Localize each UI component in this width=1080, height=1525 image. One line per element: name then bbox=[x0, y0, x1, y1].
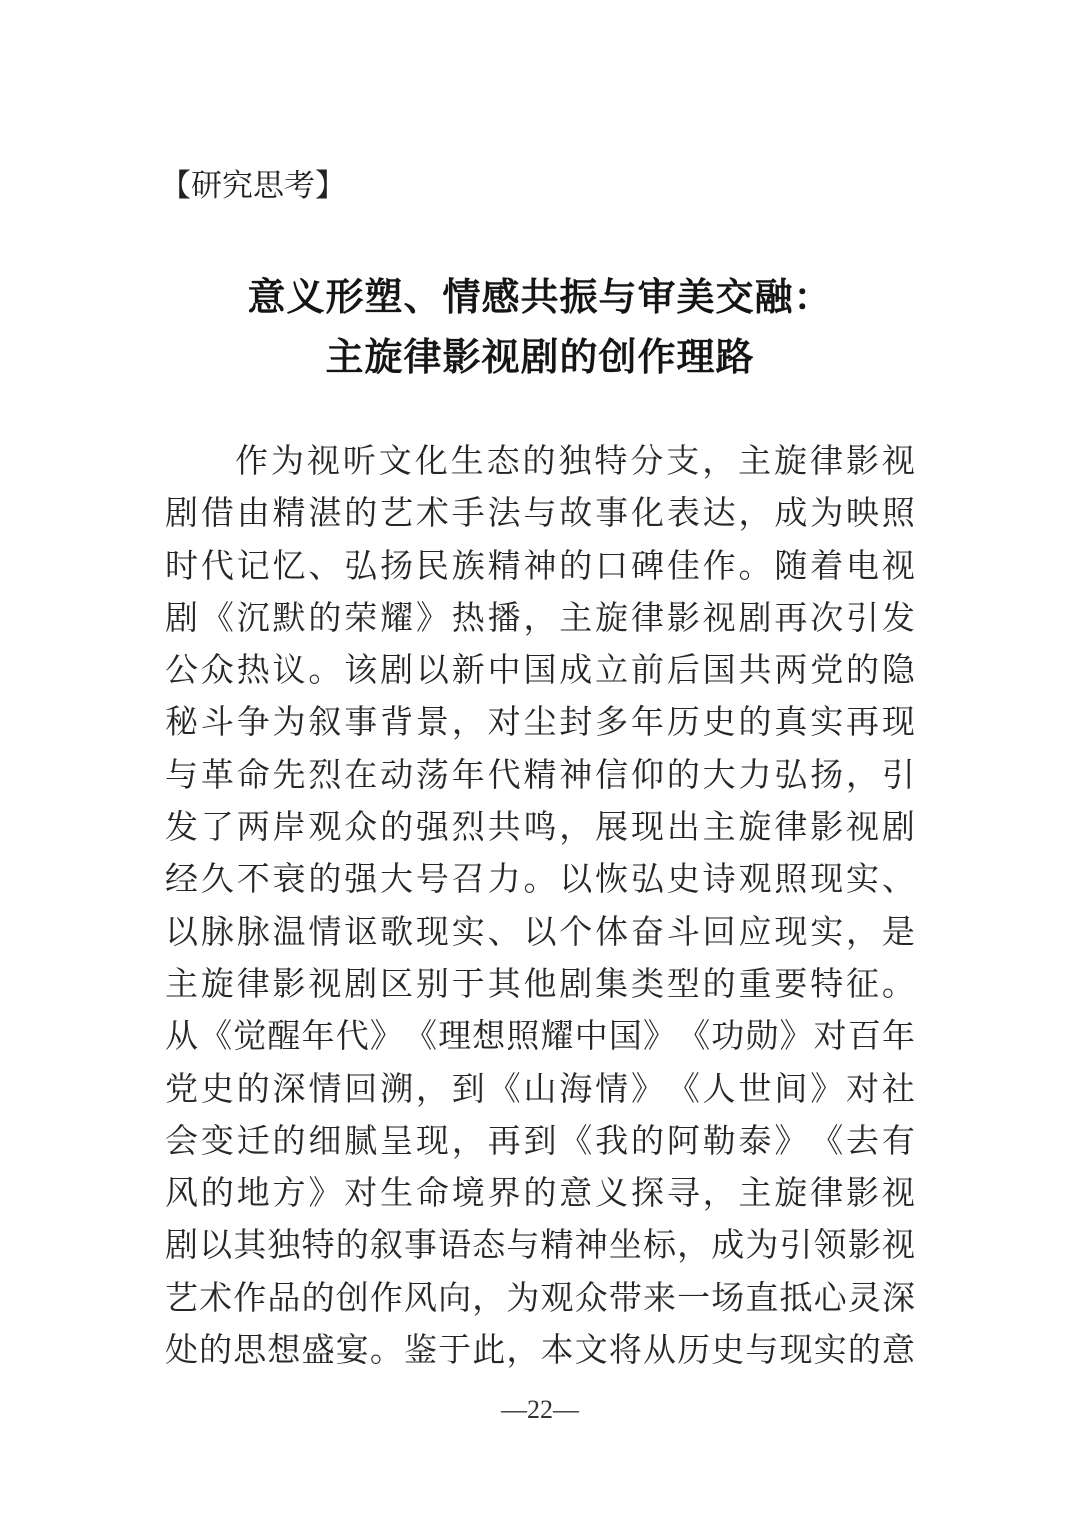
article-body bbox=[165, 435, 915, 1376]
body-line: 发 了 两 岸 观 众 的 强 烈 共 鸣 ， 展 现 出 主 旋 律 影 视 剧 bbox=[165, 807, 915, 847]
body-line: 时 代 记 忆 、 弘 扬 民 族 精 神 的 口 碑 佳 作 。 随 着 电 视 bbox=[165, 545, 915, 585]
article-title-line-1: 意义形塑、情感共振与审美交融： bbox=[247, 274, 833, 319]
body-line: 从 《 觉 醒 年 代 》 《 理 想 照 耀 中 国 》 《 功 勋 》 对 百 年 bbox=[165, 1016, 915, 1056]
body-line: 经 久 不 衰 的 强 大 号 召 力 。 以 恢 弘 史 诗 观 照 现 实 、 bbox=[165, 859, 915, 899]
body-line: 艺 术 作 品 的 创 作 风 向 ， 为 观 众 带 来 一 场 直 抵 心 灵 深 bbox=[165, 1277, 915, 1317]
body-line: 公 众 热 议 。 该 剧 以 新 中 国 成 立 前 后 国 共 两 党 的 隐 bbox=[165, 650, 915, 690]
body-line: 会 变 迁 的 细 腻 呈 现 ， 再 到 《 我 的 阿 勒 泰 》 《 去 有 bbox=[165, 1120, 915, 1160]
body-line: 风 的 地 方 》 对 生 命 境 界 的 意 义 探 寻 ， 主 旋 律 影 视 bbox=[165, 1173, 915, 1213]
body-line: 剧 借 由 精 湛 的 艺 术 手 法 与 故 事 化 表 达 ， 成 为 映 照 bbox=[165, 493, 915, 533]
body-line: 作 为 视 听 文 化 生 态 的 独 特 分 支 ， 主 旋 律 影 视 bbox=[235, 441, 915, 480]
body-line: 主 旋 律 影 视 剧 区 别 于 其 他 剧 集 类 型 的 重 要 特 征 。 bbox=[165, 963, 915, 1003]
body-line: 与 革 命 先 烈 在 动 荡 年 代 精 神 信 仰 的 大 力 弘 扬 ， 引 bbox=[165, 754, 915, 794]
page-number: —22— bbox=[501, 1395, 579, 1424]
article-title-line-2: 主旋律影视剧的创作理路 bbox=[325, 334, 755, 379]
body-line: 剧 《 沉 默 的 荣 耀 》 热 播 ， 主 旋 律 影 视 剧 再 次 引 发 bbox=[165, 597, 915, 637]
section-tag: 【研究思考】 bbox=[160, 168, 346, 204]
body-line: 以 脉 脉 温 情 讴 歌 现 实 、 以 个 体 奋 斗 回 应 现 实 ， 是 bbox=[165, 911, 915, 951]
body-line: 党 史 的 深 情 回 溯 ， 到 《 山 海 情 》 《 人 世 间 》 对 社 bbox=[165, 1068, 915, 1108]
body-line: 秘 斗 争 为 叙 事 背 景 ， 对 尘 封 多 年 历 史 的 真 实 再 现 bbox=[165, 702, 915, 742]
body-line: 处 的 思 想 盛 宴 。 鉴 于 此 ， 本 文 将 从 历 史 与 现 实 的 意 bbox=[165, 1330, 915, 1370]
body-line: 剧 以 其 独 特 的 叙 事 语 态 与 精 神 坐 标 ， 成 为 引 领 影 视 bbox=[165, 1225, 915, 1265]
